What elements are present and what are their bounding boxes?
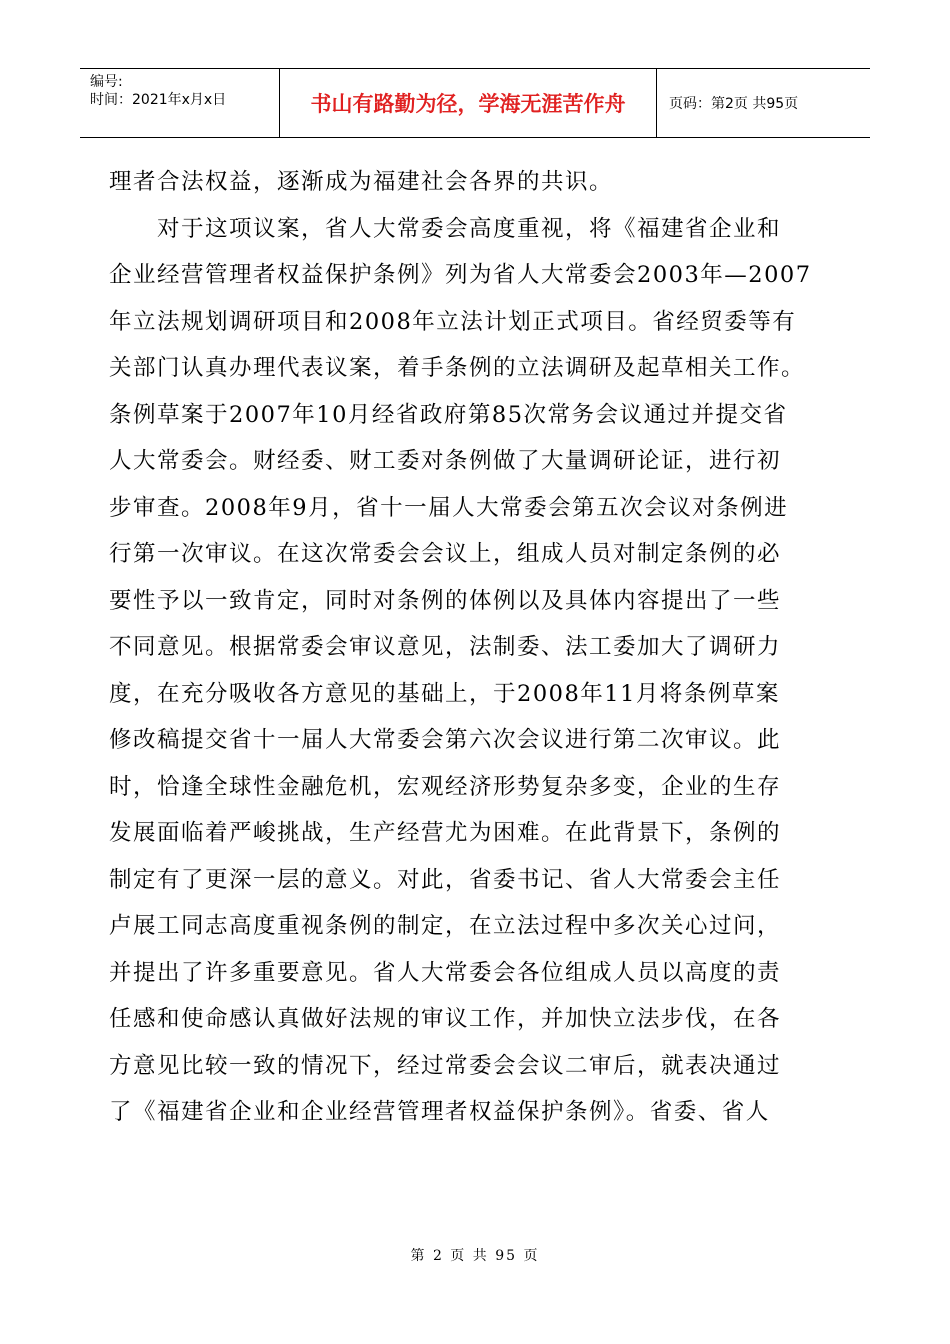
document-body — [109, 159, 844, 1136]
page-footer: 第 2 页 共 95 页 — [410, 1248, 540, 1264]
serial-label: 编号: — [90, 74, 123, 90]
time-label: 时间：2021年x月x日 — [90, 92, 227, 108]
body-line: 年立法规划调研项目和2008年立法计划正式项目。省经贸委等有 — [109, 308, 797, 335]
header-motto: 书山有路勤为径，学海无涯苦作舟 — [280, 69, 657, 137]
body-line: 任感和使命感认真做好法规的审议工作，并加快立法步伐，在各 — [109, 1006, 782, 1032]
body-line: 要性予以一致肯定，同时对条例的体例以及具体内容提出了一些 — [109, 587, 782, 614]
header-meta — [80, 69, 280, 137]
header-page-info: 页码：第2页 共95页 — [669, 96, 799, 112]
page-header — [80, 68, 870, 138]
body-line: 理者合法权益，逐渐成为福建社会各界的共识。 — [109, 169, 614, 195]
body-line: 时，恰逢全球性金融危机，宏观经济形势复杂多变，企业的生存 — [109, 773, 782, 800]
body-line: 对于这项议案，省人大常委会高度重视，将《福建省企业和 — [109, 215, 782, 242]
body-line: 卢展工同志高度重视条例的制定，在立法过程中多次关心过问， — [109, 913, 782, 939]
body-line: 步审查。2008年9月，省十一届人大常委会第五次会议对条例进 — [109, 494, 789, 521]
body-line: 条例草案于2007年10月经省政府第85次常务会议通过并提交省 — [109, 401, 788, 428]
body-line: 行第一次审议。在这次常委会会议上，组成人员对制定条例的必 — [109, 541, 782, 567]
body-line: 并提出了许多重要意见。省人大常委会各位组成人员以高度的责 — [109, 959, 782, 986]
body-line: 关部门认真办理代表议案，着手条例的立法调研及起草相关工作。 — [109, 355, 806, 381]
body-line: 方意见比较一致的情况下，经过常委会会议二审后，就表决通过 — [109, 1052, 782, 1079]
body-line: 修改稿提交省十一届人大常委会第六次会议进行第二次审议。此 — [109, 727, 782, 753]
body-line: 人大常委会。财经委、财工委对条例做了大量调研论证，进行初 — [109, 448, 782, 474]
body-line: 制定有了更深一层的意义。对此，省委书记、省人大常委会主任 — [109, 866, 782, 893]
body-line: 不同意见。根据常委会审议意见，法制委、法工委加大了调研力 — [109, 634, 782, 660]
body-line: 发展面临着严峻挑战，生产经营尤为困难。在此背景下，条例的 — [109, 820, 782, 846]
body-line: 度，在充分吸收各方意见的基础上，于2008年11月将条例草案 — [109, 680, 780, 707]
body-line: 了《福建省企业和企业经营管理者权益保护条例》。省委、省人 — [109, 1099, 770, 1125]
body-line: 企业经营管理者权益保护条例》列为省人大常委会2003年—2007 — [109, 262, 812, 288]
